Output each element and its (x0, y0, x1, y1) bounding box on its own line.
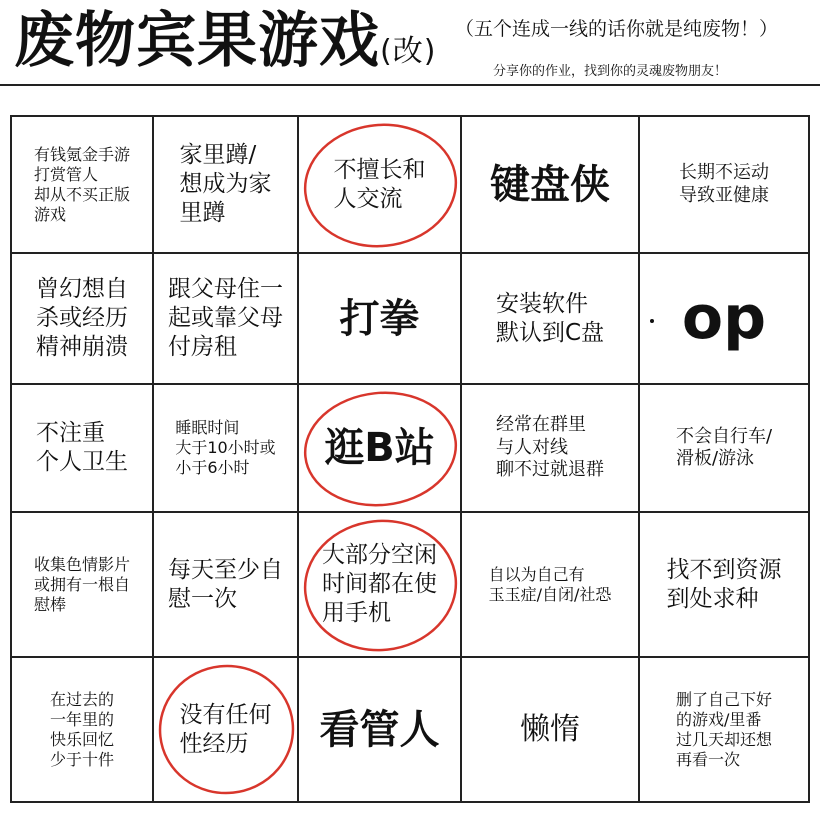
cell-label: 找不到资源 到处求种 (666, 556, 782, 612)
share-caption: 分享你的作业，找到你的灵魂废物朋友！ (493, 64, 728, 79)
bingo-cell[interactable] (12, 513, 154, 658)
cell-label: 经常在群里 与人对线 聊不过就退群 (496, 414, 604, 481)
cell-label: 收集色情影片 或拥有一根自 慰棒 (33, 554, 130, 614)
bingo-cell[interactable] (12, 385, 154, 513)
cell-label: 安装软件 默认到C盘 (495, 290, 605, 346)
bingo-cell[interactable] (12, 658, 154, 801)
cell-label: 睡眠时间 大于10小时或 小于6小时 (175, 418, 276, 477)
bingo-cell[interactable] (640, 513, 808, 658)
cell-label: 自以为自己有 玉玉症/自闭/社恐 (488, 564, 612, 604)
bingo-cell[interactable] (154, 117, 299, 254)
bingo-cell[interactable] (640, 385, 808, 513)
bingo-cell[interactable] (154, 513, 299, 658)
bingo-cell[interactable] (299, 513, 462, 658)
cell-label: 不注重 个人卫生 (36, 420, 128, 475)
page-title: 废物宾果游戏(改) (14, 6, 437, 76)
bingo-cell[interactable] (12, 117, 154, 254)
title-suffix: (改) (380, 34, 437, 69)
cell-label: 在过去的 一年里的 快乐回忆 少于十件 (49, 689, 114, 769)
cell-label: 懒惰 (520, 711, 580, 747)
bingo-cell[interactable] (462, 658, 640, 801)
bingo-board (10, 115, 810, 803)
bingo-cell[interactable] (462, 117, 640, 254)
cell-label: 打拳 (339, 295, 420, 342)
bingo-cell[interactable] (640, 117, 808, 254)
cell-label: 没有任何 性经历 (179, 701, 272, 757)
subtitle-rule: （五个连成一线的话你就是纯废物！） (455, 18, 779, 40)
bingo-cell[interactable] (462, 513, 640, 658)
cell-label: 家里蹲/ 想成为家 里蹲 (179, 142, 272, 226)
cell-label: 看管人 (319, 706, 440, 753)
cell-label: 跟父母住一 起或靠父母 付房租 (168, 276, 283, 360)
cell-label: 每天至少自 慰一次 (168, 556, 283, 612)
bingo-cell[interactable] (299, 117, 462, 254)
cell-label: 不擅长和 人交流 (333, 156, 426, 212)
cell-label: 键盘侠 (490, 161, 610, 208)
cell-label: 曾幻想自 杀或经历 精神崩溃 (36, 276, 128, 360)
cell-label: 大部分空闲 时间都在使 用手机 (322, 542, 437, 626)
stray-dot (650, 319, 654, 323)
header-divider (0, 84, 820, 86)
bingo-cell[interactable] (154, 385, 299, 513)
cell-label: 不会自行车/ 滑板/游泳 (675, 425, 773, 469)
bingo-cell[interactable] (462, 385, 640, 513)
bingo-cell[interactable] (299, 385, 462, 513)
cell-label: 删了自己下好 的游戏/里番 过几天却还想 再看一次 (675, 689, 772, 769)
bingo-cell[interactable] (640, 254, 808, 385)
bingo-cell[interactable] (154, 254, 299, 385)
cell-label: 有钱氪金手游 打赏管人 却从不买正版 游戏 (33, 144, 130, 224)
bingo-cell[interactable] (640, 658, 808, 801)
cell-label: op (681, 283, 767, 353)
bingo-cell[interactable] (299, 254, 462, 385)
bingo-cell[interactable] (154, 658, 299, 801)
bingo-cell[interactable] (462, 254, 640, 385)
bingo-cell[interactable] (299, 658, 462, 801)
cell-label: 长期不运动 导致亚健康 (679, 162, 769, 206)
cell-label: 逛B站 (324, 425, 435, 471)
bingo-cell[interactable] (12, 254, 154, 385)
